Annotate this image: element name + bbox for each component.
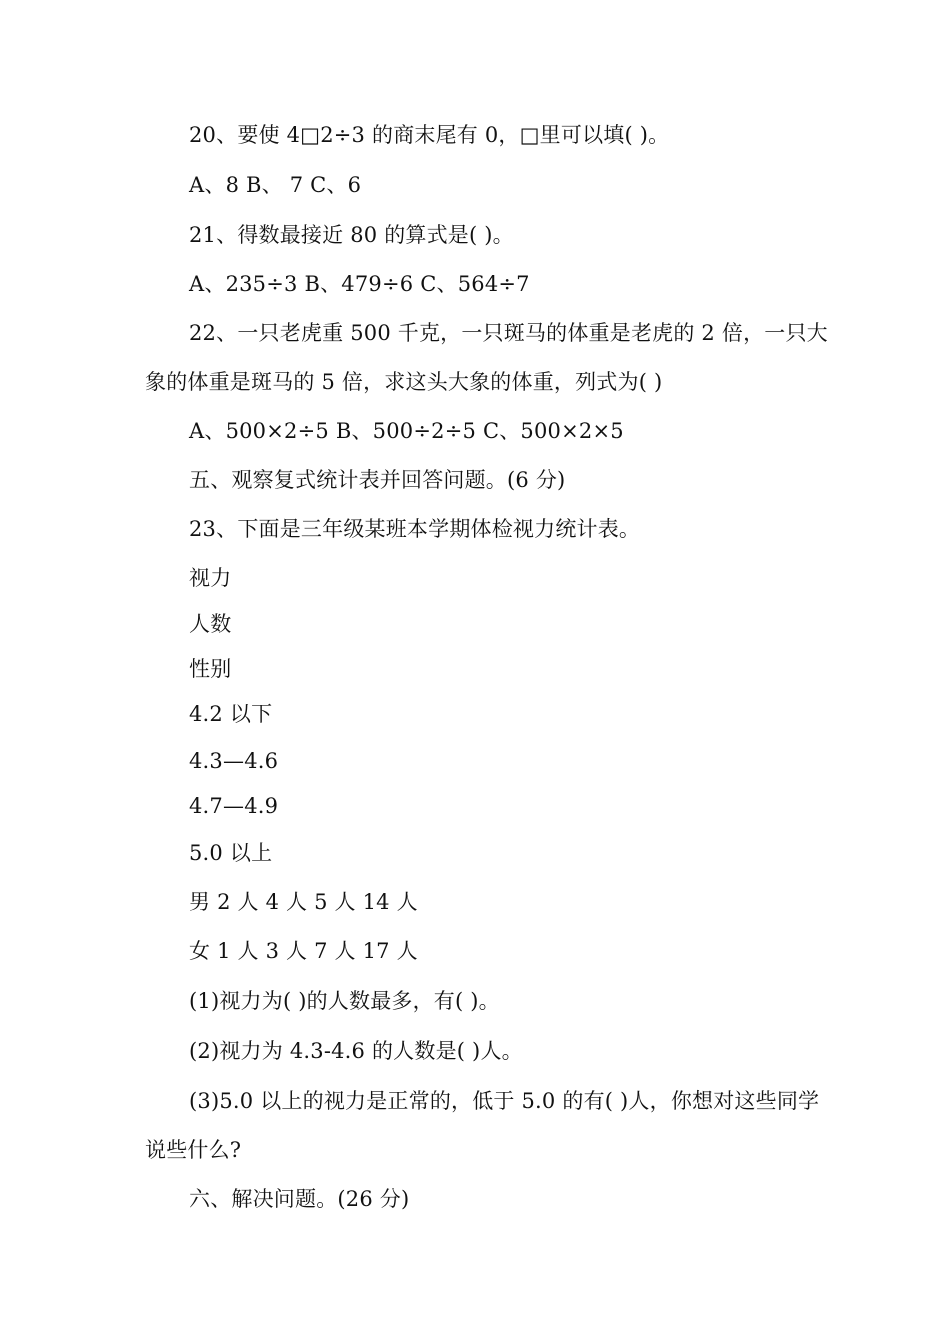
- question-23-part-2: (2)视力为 4.3-4.6 的人数是( )人。: [189, 1039, 523, 1063]
- table-col-above-5-0: 5.0 以上: [189, 841, 273, 865]
- table-col-below-4-2: 4.2 以下: [189, 702, 273, 726]
- table-row-female: 女 1 人 3 人 7 人 17 人: [189, 939, 418, 963]
- question-23-part-1: (1)视力为( )的人数最多，有( )。: [189, 989, 500, 1013]
- question-22-line-1: 22、一只老虎重 500 千克，一只斑马的体重是老虎的 2 倍，一只大: [189, 321, 828, 345]
- question-21-options: A、235÷3 B、479÷6 C、564÷7: [189, 272, 530, 296]
- question-23: 23、下面是三年级某班本学期体检视力统计表。: [189, 517, 641, 541]
- table-row-male: 男 2 人 4 人 5 人 14 人: [189, 890, 418, 914]
- table-col-4-3-to-4-6: 4.3—4.6: [189, 749, 279, 773]
- table-col-4-7-to-4-9: 4.7—4.9: [189, 794, 279, 818]
- section-6-heading: 六、解决问题。(26 分): [189, 1187, 410, 1211]
- question-23-part-3-line-1: (3)5.0 以上的视力是正常的，低于 5.0 的有( )人，你想对这些同学: [189, 1089, 820, 1113]
- question-20-options: A、8 B、 7 C、6: [189, 173, 362, 197]
- question-22-options: A、500×2÷5 B、500÷2÷5 C、500×2×5: [189, 419, 624, 443]
- section-5-heading: 五、观察复式统计表并回答问题。(6 分): [189, 468, 566, 492]
- question-23-part-3-line-2: 说些什么?: [145, 1138, 242, 1162]
- question-21: 21、得数最接近 80 的算式是( )。: [189, 223, 514, 247]
- question-20: 20、要使 4□2÷3 的商末尾有 0，□里可以填( )。: [189, 123, 670, 147]
- table-header-gender: 性别: [189, 657, 232, 681]
- table-header-vision: 视力: [189, 566, 232, 590]
- question-22-line-2: 象的体重是斑马的 5 倍，求这头大象的体重，列式为( ): [145, 370, 663, 394]
- table-header-count: 人数: [189, 612, 232, 636]
